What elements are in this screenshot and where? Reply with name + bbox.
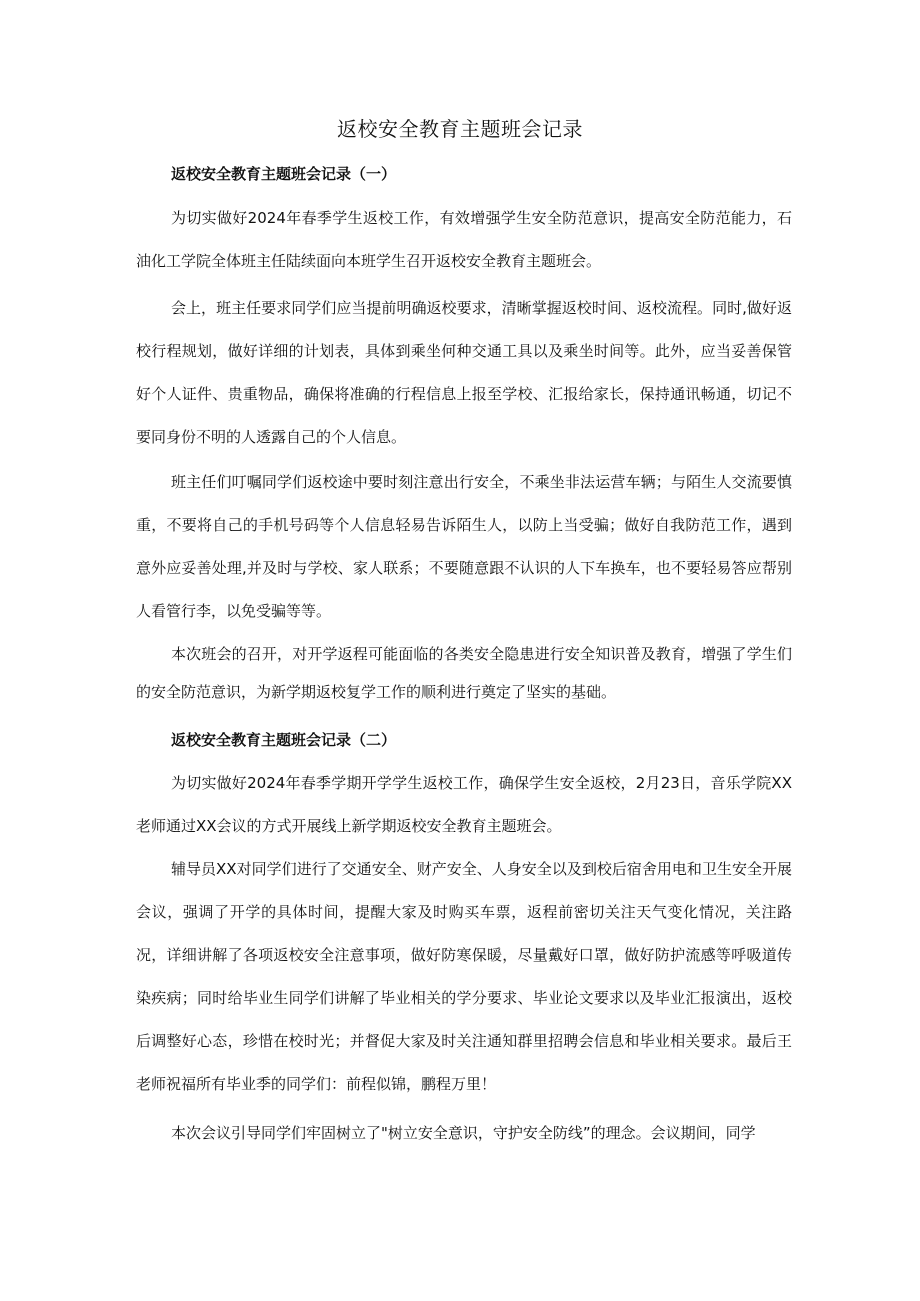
section2-paragraph-2: 辅导员XX对同学们进行了交通安全、财产安全、人身安全以及到校后宿舍用电和卫生安全开展会议，强调了开学的具体时间，提醒大家及时购买车票，返程前密切关注天气变化情况，关注路况，详细讲解了各项返校安全注意事项，做好防寒保暖，尽量戴好口罩，做好防护流感等呼吸道传染疾病；同时给毕业生同学们讲解了毕业相关的学分要求、毕业论文要求以及毕业汇报演出，返校后调整好心态，珍惜在校时光；并督促大家及时关注通知群里招聘会信息和毕业相关要求。最后王老师祝福所有毕业季的同学们：前程似锦，鹏程万里！ [136, 860, 792, 1093]
section2-paragraph-3: 本次会议引导同学们牢固树立了"树立安全意识，守护安全防线”的理念。会议期间，同学 [171, 1124, 756, 1142]
section1-paragraph-1: 为切实做好2024年春季学生返校工作，有效增强学生安全防范意识，提高安全防范能力，石油化工学院全体班主任陆续面向本班学生召开返校安全教育主题班会。 [136, 209, 792, 270]
section-heading-1: 返校安全教育主题班会记录（一） [171, 165, 397, 183]
section1-paragraph-3: 班主任们叮嘱同学们返校途中要时刻注意出行安全，不乘坐非法运营车辆；与陌生人交流要慎重，不要将自己的手机号码等个人信息轻易告诉陌生人，以防上当受骗；做好自我防范工作，遇到意外应妥善处理,并及时与学校、家人联系；不要随意跟不认识的人下车换车，也不要轻易答应帮别人看管行李，以免受骗等等。 [136, 473, 792, 620]
section-heading-2: 返校安全教育主题班会记录（二） [171, 731, 397, 749]
document-title: 返校安全教育主题班会记录 [337, 117, 583, 141]
section1-paragraph-4: 本次班会的召开，对开学返程可能面临的各类安全隐患进行安全知识普及教育，增强了学生们的安全防范意识，为新学期返校复学工作的顺利进行奠定了坚实的基础。 [136, 645, 792, 701]
section1-paragraph-2: 会上，班主任要求同学们应当提前明确返校要求，清晰掌握返校时间、返校流程。同时,做好返校行程规划，做好详细的计划表，具体到乘坐何种交通工具以及乘坐时间等。此外，应当妥善保管好个人证件、贵重物品，确保将准确的行程信息上报至学校、汇报给家长，保持通讯畅通，切记不要同身份不明的人透露自己的个人信息。 [136, 299, 792, 446]
section2-paragraph-1: 为切实做好2024年春季学期开学学生返校工作，确保学生安全返校，2月23日，音乐学院XX老师通过XX会议的方式开展线上新学期返校安全教育主题班会。 [136, 774, 792, 835]
